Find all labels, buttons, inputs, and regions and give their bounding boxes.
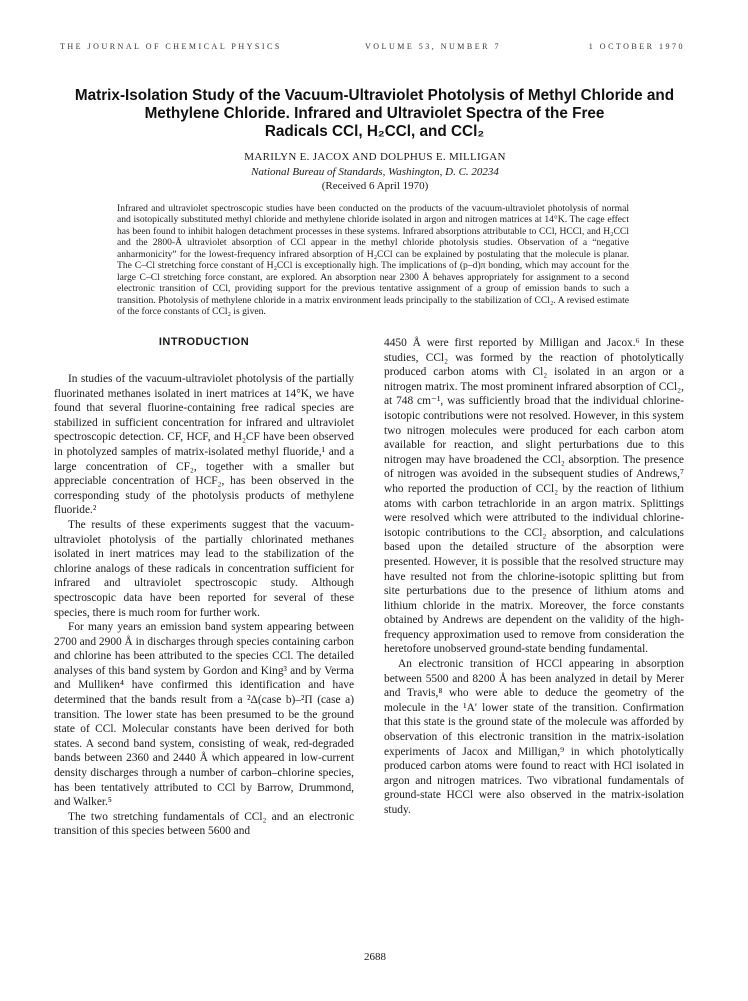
body-paragraph: 4450 Å were first reported by Milligan and Jacox.⁶ In these studies, CCl₂ was formed by the reaction of photolytically produced carbon atoms with Cl₂ isolated in an argon or a nitrogen matrix. The most prominent infrared absorption of CCl₂, at 748 cm⁻¹, was sufficiently broad that the individual chlorine-isotopic contributions were not resolved. However, in this system two nitrogen molecules were produced for each carbon atom available for reaction, and slight perturbations due to this nitrogen may have broadened the CCl₂ absorption. The presence of nitrogen was avoided in the subsequent studies of Andrews,⁷ who reported the production of CCl₂ by the reaction of lithium atoms with carbon tetrachloride in an argon matrix. Splittings were resolved which were attributed to the individual chlorine-isotopic contributions to the CCl₂ absorption, and calculations based upon the detailed structure of the absorption were presented. However, it is possible that the resolved structure may have resulted not from the chlorine-isotopic splitting but from site perturbations due to the presence of lithium atoms and lithium chloride in the matrix. Moreover, the force constants obtained by Andrews are dependent on the validity of the high-frequency approximation used to remove from consideration the heretofore unobserved ground-state bending fundamental.	[384, 337, 684, 656]
title-line: Methylene Chloride. Infrared and Ultraviolet Spectra of the Free	[144, 105, 605, 122]
volume-number: VOLUME 53, NUMBER 7	[365, 42, 501, 51]
body-paragraph: An electronic transition of HCCl appearing in absorption between 5500 and 8200 Å has been analyzed in detail by Merer and Travis,⁸ who were able to deduce the geometry of the molecule in the ¹A′ lower state of the transition. Confirmation that this state is the ground state of the molecule was afforded by observation of this electronic transition in the matrix-isolation experiments of Jacox and Milligan,⁹ in which photolytically produced carbon atoms were found to react with HCl isolated in argon and nitrogen matrices. Two vibrational fundamentals of ground-state HCCl were also observed in the matrix-isolation study.	[384, 658, 684, 816]
right-column	[384, 336, 684, 818]
article-title	[52, 87, 697, 141]
page-number: 2688	[364, 951, 386, 963]
title-line: Radicals CCl, H₂CCl, and CCl₂	[264, 123, 485, 140]
journal-name: THE JOURNAL OF CHEMICAL PHYSICS	[60, 42, 282, 51]
received-date: (Received 6 April 1970)	[321, 180, 429, 192]
section-heading: INTRODUCTION	[158, 336, 250, 348]
left-column	[54, 335, 354, 839]
issue-date: 1 OCTOBER 1970	[588, 42, 685, 51]
body-paragraph: The results of these experiments suggest that the vacuum-ultraviolet photolysis of the partially chlorinated methanes isolated in inert matrices may lead to the stabilization of the chlorine analogs of these radicals in concentration sufficient for infrared and ultraviolet spectroscopic study. Although spectroscopic data have been reported for several of these species, there is much room for further work.	[54, 518, 354, 619]
body-paragraph: For many years an emission band system appearing between 2700 and 2900 Å in discharges through species containing carbon and chlorine has been attributed to the species CCl. The detailed analyses of this band system by Gordon and King³ and by Verma and Mulliken⁴ have confirmed this identification and have determined that the bands result from a ²Δ(case b)–²Π (case a) transition. The lower state has been presumed to be the ground state of CCl. Molecular constants have been derived for both states. A second band system, consisting of weak, red-degraded bands between 2360 and 2440 Å which appeared in low-current density discharges through a number of carbon–chlorine species, has been tentatively attributed to CCl by Barrow, Drummond, and Walker.⁵	[54, 621, 354, 809]
body-paragraph: In studies of the vacuum-ultraviolet photolysis of the partially fluorinated methanes isolated in inert matrices at 14°K, we have found that several fluorine-containing free radical species are stabilized in sufficient concentration for infrared and ultraviolet spectroscopic detection. CF, HCF, and H₂CF have been observed in photolyzed samples of matrix-isolated methyl fluoride,¹ and a large concentration of CF₂, together with a smaller but appreciable concentration of HCF₂, has been observed in the corresponding study of the photolysis products of methylene fluoride.²	[54, 373, 354, 517]
title-line: Matrix-Isolation Study of the Vacuum-Ultraviolet Photolysis of Methyl Chloride and	[74, 87, 675, 104]
abstract: Infrared and ultraviolet spectroscopic studies have been conducted on the products of the vacuum-ultraviolet photolysis of normal and isotopically substituted methyl chloride and methylene chloride isolated in argon and nitrogen matrices at 14°K. The cage effect has been found to inhibit halogen detachment processes in these systems. Infrared absorptions attributable to CCl, HCCl, and H₂CCl and the 2800-Å ultraviolet absorption of CCl appear in the methyl chloride photolysis studies. Observation of a “negative anharmonicity” for the lowest-frequency infrared absorption of H₂CCl can be explained by postulating that the molecule is planar. The C–Cl stretching force constant of H₂CCl is exceptionally high. The implications of (p–d)π bonding, which may account for the large C–Cl stretching force constant, are explored. An absorption near 2300 Å behaves appropriately for assignment to a second electronic transition of CCl, providing support for the previous tentative assignment of a group of emission bands to such a transition. Photolysis of methylene chloride in a matrix environment leads principally to the stabilization of CCl₂. A revised estimate of the force constants of CCl₂ is given.	[117, 203, 629, 318]
affiliation: National Bureau of Standards, Washington, D. C. 20234	[251, 166, 499, 178]
body-paragraph: The two stretching fundamentals of CCl₂ and an electronic transition of this species between 5600 and	[54, 810, 354, 838]
authors: MARILYN E. JACOX AND DOLPHUS E. MILLIGAN	[244, 151, 506, 163]
